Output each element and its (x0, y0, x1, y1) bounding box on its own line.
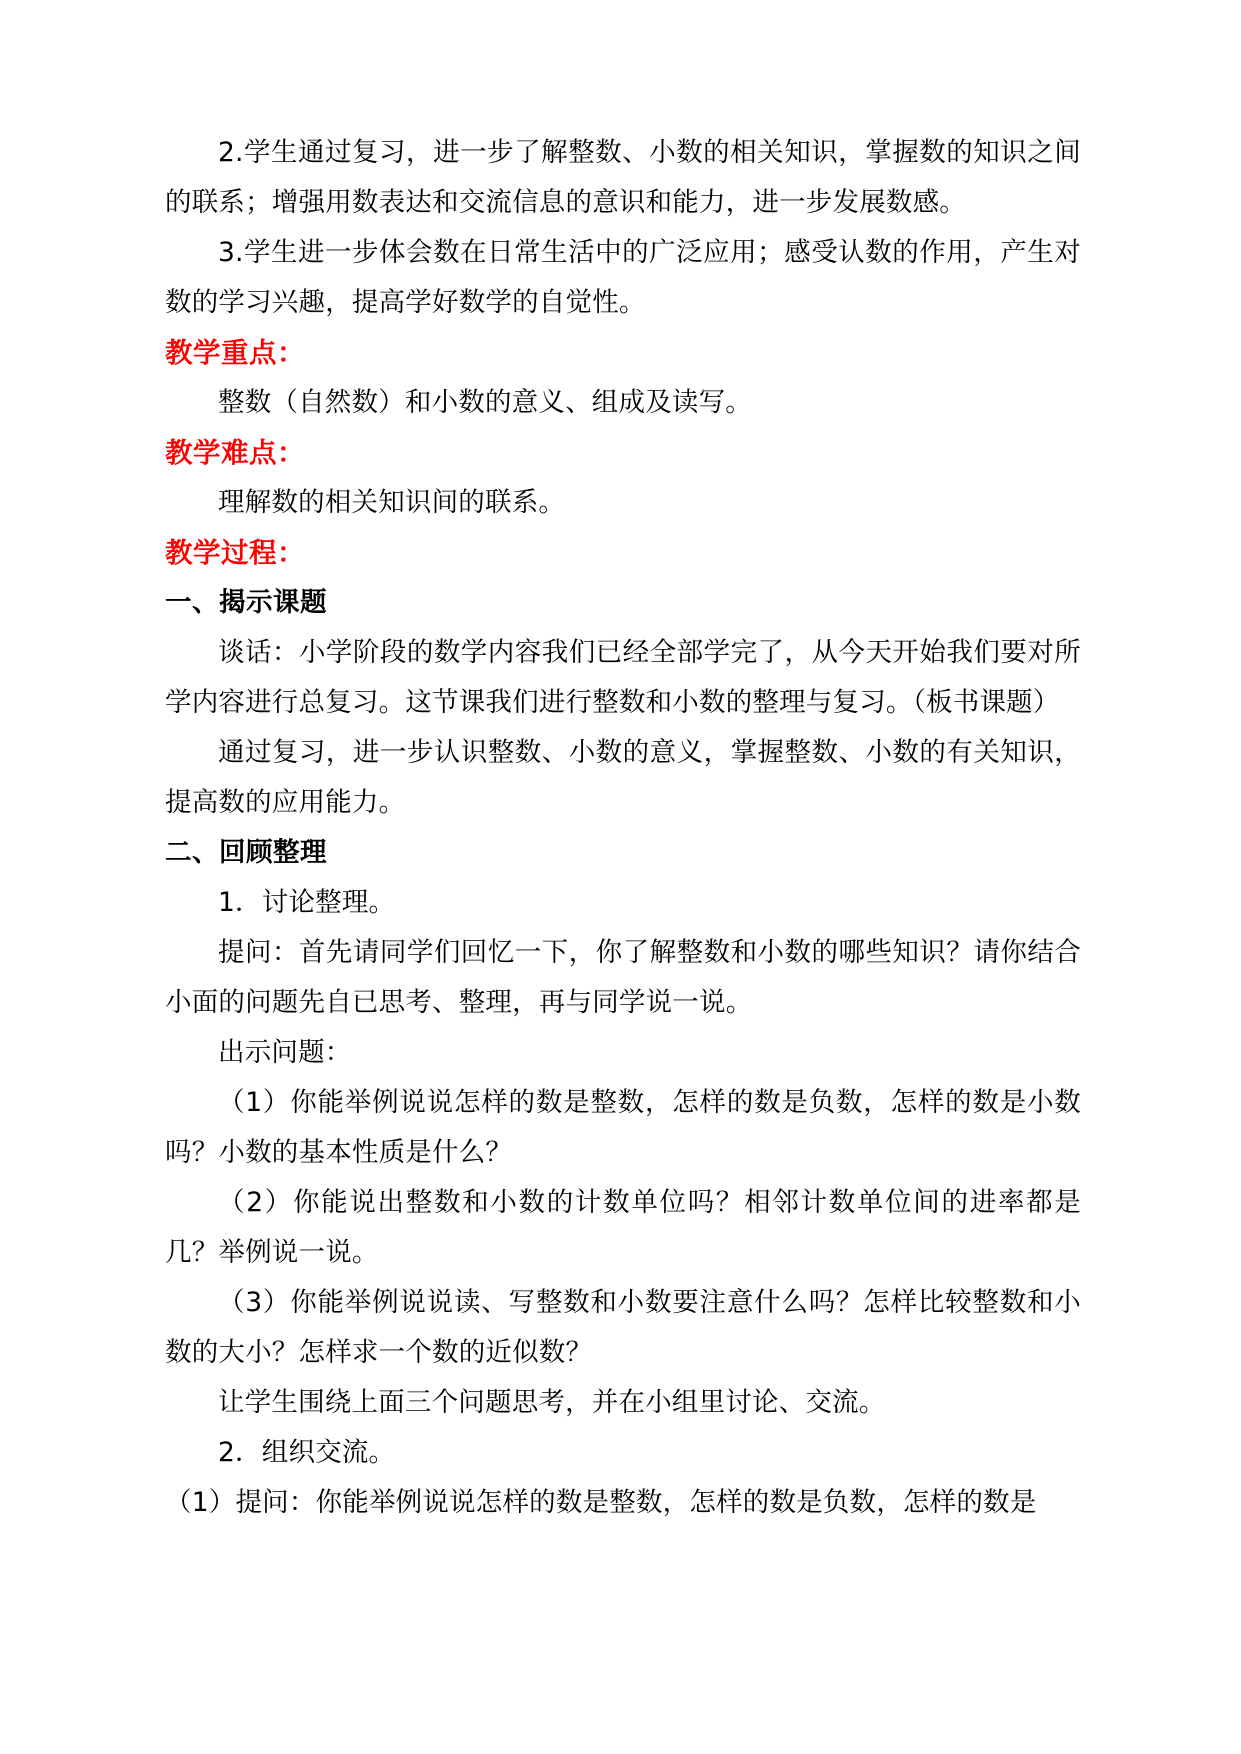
heading-teaching-key-point: 教学重点： (165, 337, 305, 369)
paragraph-section-one-1: 谈话：小学阶段的数学内容我们已经全部学完了，从今天开始我们要对所学内容进行总复习。这节课我们进行整数和小数的整理与复习。（板书课题） (165, 637, 1081, 718)
paragraph-item-2-question-1: （1）提问：你能举例说说怎样的数是整数，怎样的数是负数，怎样的数是 (165, 1487, 1037, 1518)
paragraph-item-2: 2．组织交流。 (218, 1437, 396, 1468)
paragraph-discussion-note: 让学生围绕上面三个问题思考，并在小组里讨论、交流。 (218, 1387, 886, 1418)
paragraph-difficulty-body: 理解数的相关知识间的联系。 (218, 487, 566, 518)
paragraph-objective-3: 3.学生进一步体会数在日常生活中的广泛应用；感受认数的作用，产生对数的学习兴趣，提高学好数学的自觉性。 (165, 237, 1081, 318)
paragraph-objective-2: 2.学生通过复习，进一步了解整数、小数的相关知识，掌握数的知识之间的联系；增强用数表达和交流信息的意识和能力，进一步发展数感。 (165, 137, 1081, 218)
paragraph-question-1: （1）你能举例说说怎样的数是整数，怎样的数是负数，怎样的数是小数吗？小数的基本性质是什么？ (165, 1087, 1081, 1168)
heading-section-one: 一、揭示课题 (165, 587, 327, 618)
paragraph-item-1: 1．讨论整理。 (218, 887, 396, 918)
paragraph-item-1-prompt: 提问：首先请同学们回忆一下，你了解整数和小数的哪些知识？请你结合小面的问题先自已思考、整理，再与同学说一说。 (165, 937, 1081, 1018)
paragraph-key-point-body: 整数（自然数）和小数的意义、组成及读写。 (218, 387, 752, 418)
paragraph-question-2: （2）你能说出整数和小数的计数单位吗？相邻计数单位间的进率都是几？举例说一说。 (165, 1187, 1081, 1268)
heading-teaching-difficulty: 教学难点： (165, 437, 305, 469)
paragraph-section-one-2: 通过复习，进一步认识整数、小数的意义，掌握整数、小数的有关知识，提高数的应用能力。 (165, 737, 1081, 818)
paragraph-show-questions: 出示问题： (218, 1037, 352, 1068)
paragraph-question-3: （3）你能举例说说读、写整数和小数要注意什么吗？怎样比较整数和小数的大小？怎样求一个数的近似数？ (165, 1287, 1081, 1368)
heading-section-two: 二、回顾整理 (165, 837, 327, 868)
heading-teaching-process: 教学过程： (165, 537, 305, 569)
document-body (165, 128, 1081, 1528)
